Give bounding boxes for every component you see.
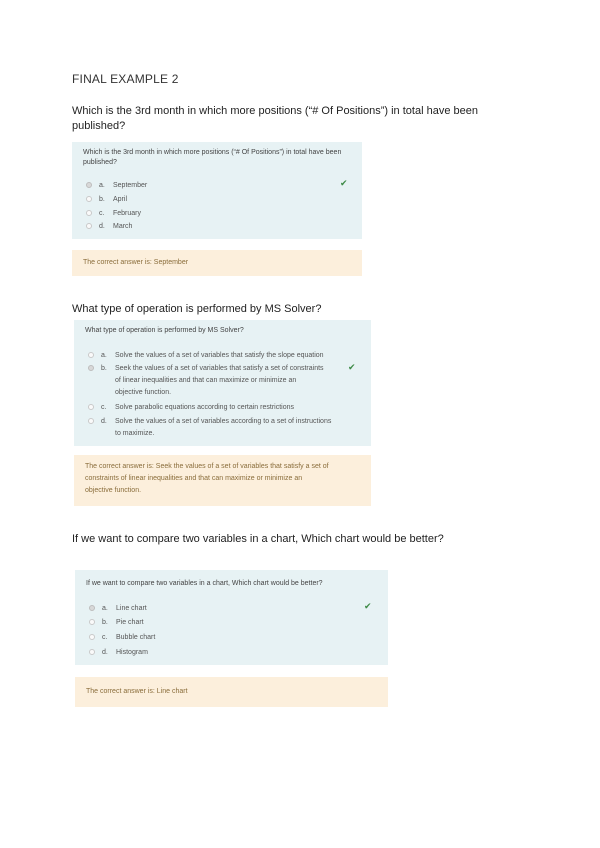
question-1-prompt: Which is the 3rd month in which more positions (“# Of Positions”) in total have been published? bbox=[83, 149, 342, 166]
question-2-heading: What type of operation is performed by MS Solver? bbox=[72, 303, 322, 315]
document-title: FINAL EXAMPLE 2 bbox=[72, 72, 179, 86]
option-letter: b. bbox=[101, 365, 107, 372]
radio-icon[interactable] bbox=[86, 210, 92, 216]
question-2-card bbox=[74, 320, 371, 446]
answer-text: The correct answer is: September bbox=[83, 259, 189, 266]
question-1-heading: Which is the 3rd month in which more positions (“# Of Positions”) in total have been published? bbox=[72, 105, 478, 132]
radio-icon[interactable] bbox=[89, 619, 95, 625]
option-text-line-2: of linear inequalities and that can maximize or minimize an bbox=[115, 377, 297, 384]
radio-icon[interactable] bbox=[89, 649, 95, 655]
option-letter: d. bbox=[102, 649, 108, 656]
radio-icon[interactable] bbox=[88, 352, 94, 358]
option-text: Pie chart bbox=[116, 619, 144, 626]
checkmark-icon: ✔ bbox=[340, 178, 348, 188]
radio-icon[interactable] bbox=[86, 182, 92, 188]
question-2-prompt: What type of operation is performed by MS Solver? bbox=[85, 327, 244, 334]
radio-icon[interactable] bbox=[86, 196, 92, 202]
option-letter: a. bbox=[99, 182, 105, 189]
radio-icon[interactable] bbox=[88, 365, 94, 371]
answer-text: The correct answer is: Line chart bbox=[86, 688, 188, 695]
question-3-heading: If we want to compare two variables in a chart, Which chart would be better? bbox=[72, 533, 444, 545]
option-text: Seek the values of a set of variables that satisfy a set of constraints bbox=[115, 365, 324, 372]
option-letter: b. bbox=[99, 196, 105, 203]
answer-text-line-2: constraints of linear inequalities and that can maximize or minimize an bbox=[85, 475, 303, 482]
option-text: Solve the values of a set of variables that satisfy the slope equation bbox=[115, 352, 324, 359]
radio-icon[interactable] bbox=[89, 605, 95, 611]
question-3-card bbox=[75, 570, 388, 665]
option-text-line-3: objective function. bbox=[115, 389, 172, 396]
checkmark-icon: ✔ bbox=[364, 601, 372, 611]
option-letter: b. bbox=[102, 619, 108, 626]
radio-icon[interactable] bbox=[89, 634, 95, 640]
option-letter: c. bbox=[102, 634, 108, 641]
option-text: Solve the values of a set of variables according to a set of instructions bbox=[115, 418, 332, 425]
answer-text-line-1: The correct answer is: Seek the values of a set of variables that satisfy a set of bbox=[85, 463, 329, 470]
option-letter: c. bbox=[101, 404, 107, 411]
radio-icon[interactable] bbox=[86, 223, 92, 229]
option-letter: a. bbox=[101, 352, 107, 359]
option-text: March bbox=[113, 223, 133, 230]
option-text: Histogram bbox=[116, 649, 148, 656]
option-text: Solve parabolic equations according to certain restrictions bbox=[115, 404, 294, 411]
option-letter: a. bbox=[102, 605, 108, 612]
checkmark-icon: ✔ bbox=[348, 362, 356, 372]
option-text-line-2: to maximize. bbox=[115, 430, 155, 437]
option-letter: c. bbox=[99, 210, 105, 217]
option-text: September bbox=[113, 182, 148, 189]
question-3-answer bbox=[75, 677, 388, 707]
question-2-answer bbox=[74, 455, 371, 506]
radio-icon[interactable] bbox=[88, 404, 94, 410]
question-1-answer bbox=[72, 250, 362, 276]
option-letter: d. bbox=[99, 223, 105, 230]
option-text: Bubble chart bbox=[116, 634, 156, 641]
question-3-prompt: If we want to compare two variables in a chart, Which chart would be better? bbox=[86, 580, 323, 587]
option-letter: d. bbox=[101, 418, 107, 425]
question-1-card bbox=[72, 142, 362, 239]
radio-icon[interactable] bbox=[88, 418, 94, 424]
answer-text-line-3: objective function. bbox=[85, 487, 142, 494]
option-text: Line chart bbox=[116, 605, 147, 612]
option-text: February bbox=[113, 210, 142, 217]
option-text: April bbox=[113, 196, 128, 203]
